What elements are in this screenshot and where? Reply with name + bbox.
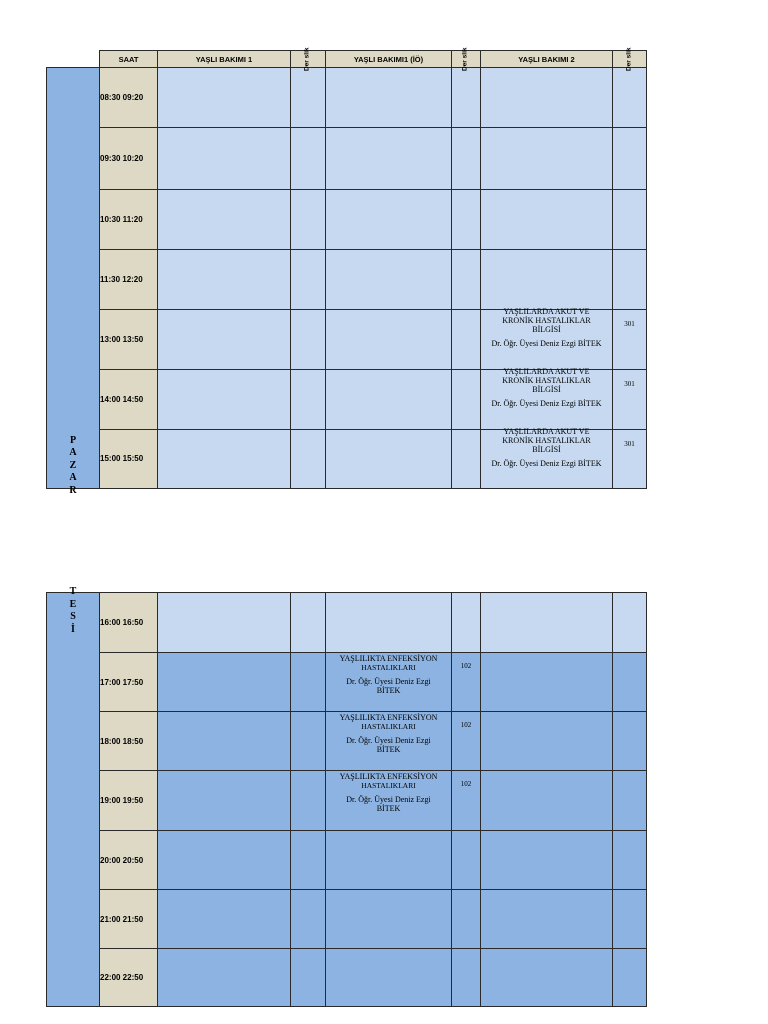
room-number: 301 <box>624 380 635 389</box>
course-teacher: Dr. Öğr. Üyesi Deniz Ezgi BİTEK <box>491 339 602 349</box>
cell-derslik-1 <box>291 370 326 429</box>
day-letter: T <box>69 586 77 597</box>
cell-derslik-2 <box>452 128 481 189</box>
cell-derslik-3 <box>613 189 647 249</box>
day-letter: E <box>69 598 77 610</box>
cell-derslik-1 <box>291 712 326 771</box>
cell-yasli-bakimi-1-io <box>326 653 452 712</box>
course-entry <box>481 307 612 348</box>
header-yasli-bakimi-1: YAŞLI BAKIMI 1 <box>158 51 291 68</box>
time-slot: 10:30 11:20 <box>100 189 158 249</box>
header-blank <box>47 51 100 68</box>
course-name: YAŞLILARDA AKUT VE KRONİK HASTALIKLAR BİLGİSİ <box>502 307 591 335</box>
course-name-continued: HASTALIKLARI <box>361 722 416 731</box>
cell-derslik-2 <box>452 771 481 831</box>
cell-derslik-2 <box>452 653 481 712</box>
room-number: 102 <box>460 662 472 670</box>
cell-derslik-2 <box>452 429 481 488</box>
cell-derslik-1 <box>291 949 326 1007</box>
cell-yasli-bakimi-1 <box>158 712 291 771</box>
cell-derslik-1 <box>291 653 326 712</box>
cell-derslik-3 <box>613 128 647 189</box>
cell-derslik-3 <box>613 593 647 653</box>
time-slot: 14:00 14:50 <box>100 370 158 429</box>
time-slot: 22:00 22:50 <box>100 949 158 1007</box>
room-number: 301 <box>624 320 635 329</box>
cell-derslik-3 <box>613 949 647 1007</box>
cell-yasli-bakimi-2 <box>481 712 613 771</box>
cell-yasli-bakimi-1-io <box>326 949 452 1007</box>
day-label-pazartesi-continued <box>47 586 100 1007</box>
cell-derslik-1 <box>291 249 326 309</box>
cell-yasli-bakimi-1-io <box>326 593 452 653</box>
course-entry <box>481 427 612 468</box>
room-number: 102 <box>460 780 472 788</box>
schedule-table-part1 <box>46 47 647 496</box>
day-label-pazartesi <box>47 68 100 496</box>
header-saat: SAAT <box>100 51 158 68</box>
cell-yasli-bakimi-2 <box>481 128 613 189</box>
cell-derslik-3 <box>613 370 647 429</box>
cell-yasli-bakimi-1-io <box>326 370 452 429</box>
cell-derslik-3 <box>613 653 647 712</box>
cell-derslik-1 <box>291 310 326 370</box>
day-letter: A <box>69 472 77 483</box>
header-derslik-3: Der slik <box>613 51 647 68</box>
course-name: YAŞLILIKTA ENFEKSİYON <box>339 713 438 722</box>
day-letter: P <box>69 434 77 446</box>
time-slot: 17:00 17:50 <box>100 653 158 712</box>
cell-yasli-bakimi-2 <box>481 949 613 1007</box>
cell-yasli-bakimi-1 <box>158 429 291 488</box>
course-entry <box>481 367 612 408</box>
course-name-continued: HASTALIKLARI <box>361 781 416 790</box>
cell-yasli-bakimi-1 <box>158 653 291 712</box>
course-teacher: Dr. Öğr. Üyesi Deniz Ezgi BİTEK <box>491 399 602 409</box>
cell-derslik-3 <box>613 831 647 890</box>
cell-derslik-3 <box>613 712 647 771</box>
cell-yasli-bakimi-2 <box>481 189 613 249</box>
cell-derslik-2 <box>452 712 481 771</box>
cell-yasli-bakimi-2 <box>481 68 613 128</box>
course-teacher: Dr. Öğr. Üyesi Deniz Ezgi BİTEK <box>346 736 431 754</box>
header-yasli-bakimi-1-io: YAŞLI BAKIMI1 (İÖ) <box>326 51 452 68</box>
cell-derslik-1 <box>291 128 326 189</box>
time-slot: 11:30 12:20 <box>100 249 158 309</box>
cell-derslik-2 <box>452 890 481 949</box>
cell-derslik-1 <box>291 593 326 653</box>
cell-yasli-bakimi-1-io <box>326 310 452 370</box>
time-slot: 08:30 09:20 <box>100 68 158 128</box>
course-name: YAŞLILIKTA ENFEKSİYON <box>339 772 438 781</box>
cell-yasli-bakimi-1 <box>158 949 291 1007</box>
cell-yasli-bakimi-1 <box>158 771 291 831</box>
cell-derslik-2 <box>452 249 481 309</box>
cell-derslik-2 <box>452 370 481 429</box>
course-entry <box>326 713 451 754</box>
day-letter: A <box>69 447 77 458</box>
cell-yasli-bakimi-1-io <box>326 189 452 249</box>
cell-yasli-bakimi-2 <box>481 831 613 890</box>
time-slot: 18:00 18:50 <box>100 712 158 771</box>
cell-yasli-bakimi-1 <box>158 890 291 949</box>
cell-yasli-bakimi-1-io <box>326 890 452 949</box>
cell-yasli-bakimi-1 <box>158 249 291 309</box>
cell-derslik-2 <box>452 310 481 370</box>
header-derslik-1: Der slik <box>291 51 326 68</box>
cell-derslik-2 <box>452 831 481 890</box>
cell-derslik-1 <box>291 890 326 949</box>
cell-derslik-1 <box>291 831 326 890</box>
cell-yasli-bakimi-1 <box>158 68 291 128</box>
cell-yasli-bakimi-1-io <box>326 831 452 890</box>
course-teacher: Dr. Öğr. Üyesi Deniz Ezgi BİTEK <box>491 458 602 468</box>
cell-yasli-bakimi-2 <box>481 653 613 712</box>
cell-derslik-2 <box>452 593 481 653</box>
cell-yasli-bakimi-1-io <box>326 712 452 771</box>
cell-derslik-3 <box>613 249 647 309</box>
course-name-continued: HASTALIKLARI <box>361 663 416 672</box>
cell-yasli-bakimi-1-io <box>326 128 452 189</box>
cell-derslik-3 <box>613 310 647 370</box>
cell-yasli-bakimi-2 <box>481 426 613 488</box>
time-slot: 09:30 10:20 <box>100 128 158 189</box>
cell-yasli-bakimi-1-io <box>326 429 452 488</box>
cell-derslik-3 <box>613 771 647 831</box>
course-name: YAŞLILIKTA ENFEKSİYON <box>339 654 438 663</box>
cell-derslik-2 <box>452 189 481 249</box>
time-slot: 16:00 16:50 <box>100 593 158 653</box>
time-slot: 15:00 15:50 <box>100 429 158 488</box>
day-letter: İ <box>71 623 75 635</box>
cell-yasli-bakimi-2 <box>481 771 613 831</box>
course-name: YAŞLILARDA AKUT VE KRONİK HASTALIKLAR BİLGİSİ <box>502 367 591 395</box>
cell-derslik-3 <box>613 429 647 488</box>
cell-derslik-3 <box>613 890 647 949</box>
course-teacher: Dr. Öğr. Üyesi Deniz Ezgi BİTEK <box>346 677 431 695</box>
cell-yasli-bakimi-1 <box>158 370 291 429</box>
header-yasli-bakimi-2: YAŞLI BAKIMI 2 <box>481 51 613 68</box>
course-name: YAŞLILARDA AKUT VE KRONİK HASTALIKLAR BİLGİSİ <box>502 426 591 454</box>
cell-yasli-bakimi-2 <box>481 307 613 370</box>
cell-yasli-bakimi-1 <box>158 310 291 370</box>
course-teacher: Dr. Öğr. Üyesi Deniz Ezgi BİTEK <box>346 795 431 813</box>
time-slot: 21:00 21:50 <box>100 890 158 949</box>
course-entry <box>326 772 451 813</box>
cell-derslik-2 <box>452 68 481 128</box>
room-number: 102 <box>460 721 472 729</box>
time-slot: 13:00 13:50 <box>100 310 158 370</box>
cell-yasli-bakimi-1-io <box>326 249 452 309</box>
cell-derslik-1 <box>291 189 326 249</box>
cell-yasli-bakimi-2 <box>481 367 613 429</box>
cell-derslik-1 <box>291 68 326 128</box>
time-slot: 20:00 20:50 <box>100 831 158 890</box>
cell-yasli-bakimi-2 <box>481 890 613 949</box>
time-slot: 19:00 19:50 <box>100 771 158 831</box>
course-entry <box>326 654 451 695</box>
header-derslik-2: Der slik <box>452 51 481 68</box>
cell-yasli-bakimi-1 <box>158 128 291 189</box>
day-letter: R <box>69 484 77 496</box>
day-letter: Z <box>69 459 77 471</box>
cell-yasli-bakimi-1 <box>158 593 291 653</box>
cell-yasli-bakimi-1 <box>158 189 291 249</box>
cell-derslik-1 <box>291 429 326 488</box>
day-letter: S <box>70 611 76 622</box>
cell-derslik-2 <box>452 949 481 1007</box>
schedule-table-part2 <box>46 586 647 1007</box>
cell-derslik-3 <box>613 68 647 128</box>
cell-derslik-1 <box>291 771 326 831</box>
room-number: 301 <box>624 439 635 448</box>
cell-yasli-bakimi-1 <box>158 831 291 890</box>
cell-yasli-bakimi-1-io <box>326 68 452 128</box>
cell-yasli-bakimi-2 <box>481 593 613 653</box>
cell-yasli-bakimi-2 <box>481 249 613 309</box>
cell-yasli-bakimi-1-io <box>326 771 452 831</box>
